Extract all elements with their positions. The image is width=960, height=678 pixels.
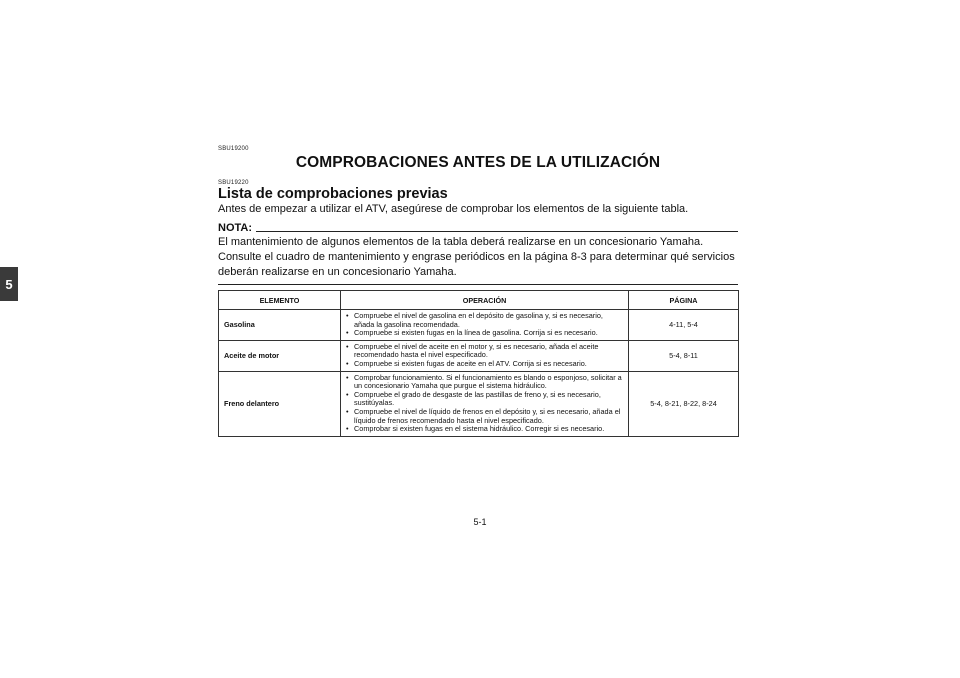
operation-item: • Comprobar si existen fugas en el sistema hidráulico. Corregir si es necesario. [345, 425, 624, 434]
operation-item: • Compruebe el nivel de gasolina en el depósito de gasolina y, si es necesario, añada la gasolina recomendada. [345, 312, 624, 329]
header-operation: OPERACIÓN [341, 291, 629, 310]
row-page: 4-11, 5-4 [629, 310, 739, 341]
note-header [218, 222, 738, 234]
operation-item: • Compruebe el grado de desgaste de las pastillas de freno y, si es necesario, sustitúyalas. [345, 391, 624, 408]
header-page: PÁGINA [629, 291, 739, 310]
note-text: El mantenimiento de algunos elementos de la tabla deberá realizarse en un concesionario Yamaha. Consulte el cuadro de mantenimiento y engrase periódicos en la página 8-3 para determinar qué servicios deberán realizarse en un concesionario Yamaha. [218, 236, 735, 278]
operation-item: • Compruebe si existen fugas de aceite en el ATV. Corrija si es necesario. [345, 360, 624, 369]
row-page: 5-4, 8-21, 8-22, 8-24 [629, 371, 739, 436]
table-header-row [219, 291, 739, 310]
section-intro: Antes de empezar a utilizar el ATV, asegúrese de comprobar los elementos de la siguiente tabla. [218, 203, 689, 215]
operation-item: • Compruebe el nivel de aceite en el motor y, si es necesario, añada el aceite recomendado hasta el nivel especificado. [345, 343, 624, 360]
row-page: 5-4, 8-11 [629, 340, 739, 371]
row-element: Gasolina [219, 310, 341, 341]
note-end-rule [218, 284, 738, 285]
chapter-title: COMPROBACIONES ANTES DE LA UTILIZACIÓN [295, 154, 661, 171]
row-operations [341, 310, 629, 341]
table-row [219, 310, 739, 341]
checklist-table [218, 290, 739, 437]
row-operations [341, 371, 629, 436]
note-rule [256, 231, 738, 232]
operation-item: • Compruebe si existen fugas en la línea de gasolina. Corrija si es necesario. [345, 329, 624, 338]
page-number: 5-1 [473, 517, 487, 527]
operation-item: • Compruebe el nivel de líquido de frenos en el depósito y, si es necesario, añada el líquido de frenos recomendado hasta el nivel especificado. [345, 408, 624, 425]
chapter-tab: 5 [0, 267, 18, 301]
note-label: NOTA: [218, 222, 253, 234]
table-row [219, 371, 739, 436]
row-element: Freno delantero [219, 371, 341, 436]
section-code: SBU19220 [218, 180, 249, 186]
table-row [219, 340, 739, 371]
row-operations [341, 340, 629, 371]
chapter-code: SBU19200 [218, 146, 249, 152]
page-content [218, 146, 738, 437]
operation-item: • Comprobar funcionamiento. Si el funcionamiento es blando o esponjoso, solicitar a un concesionario Yamaha que purgue el sistema hidráulico. [345, 374, 624, 391]
section-title: Lista de comprobaciones previas [218, 186, 448, 202]
row-element: Aceite de motor [219, 340, 341, 371]
header-element: ELEMENTO [219, 291, 341, 310]
